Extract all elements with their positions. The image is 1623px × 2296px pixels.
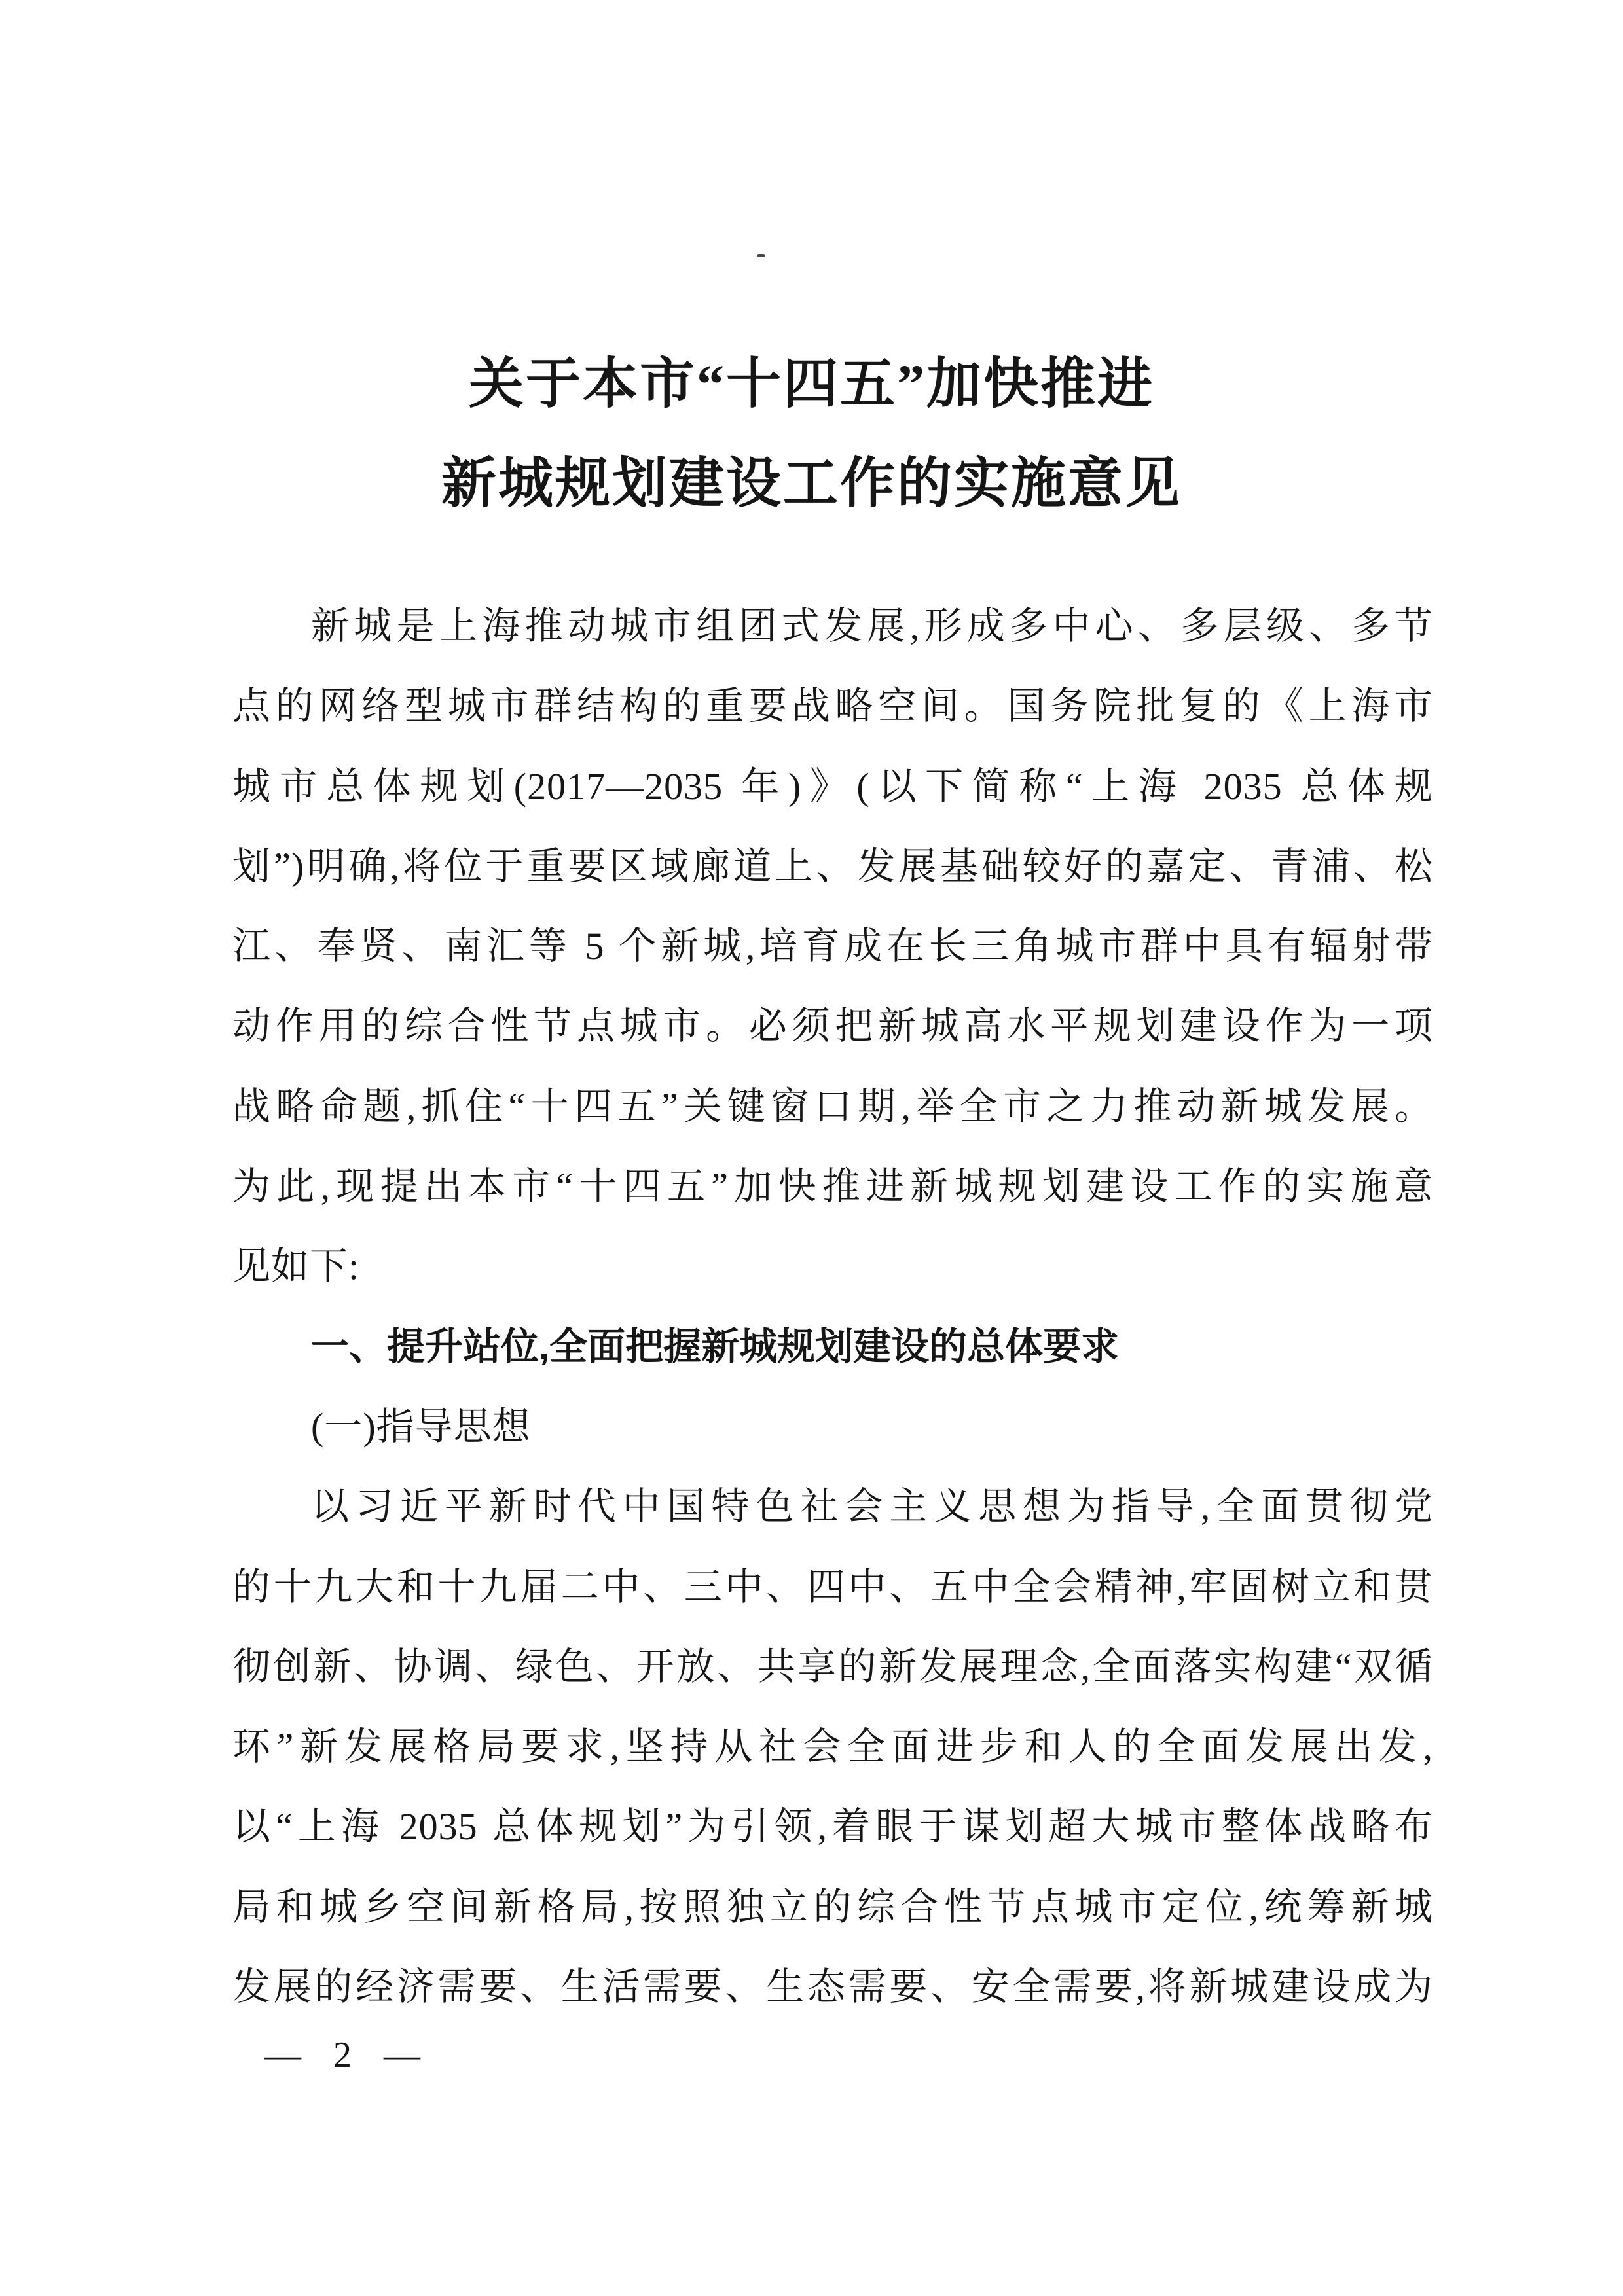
body-line: 彻创新、协调、绿色、开放、共享的新发展理念,全面落实构建“双循 <box>232 1645 1433 1688</box>
body-line: 环”新发展格局要求,坚持从社会全面进步和人的全面发展出发, <box>232 1725 1433 1768</box>
page-footer <box>264 2019 420 2091</box>
body-line: 新城是上海推动城市组团式发展,形成多中心、多层级、多节 <box>311 605 1433 647</box>
title-line-2: 新城规划建设工作的实施意见 <box>441 454 1182 514</box>
footer-dash-right: — <box>384 2035 420 2075</box>
body-line: 以习近平新时代中国特色社会主义思想为指导,全面贯彻党 <box>311 1485 1433 1528</box>
body-line: 以“上海 2035 总体规划”为引领,着眼于谋划超大城市整体战略布 <box>232 1805 1433 1848</box>
body-lines <box>232 586 1433 2027</box>
body-line: 的十九大和十九届二中、三中、四中、五中全会精神,牢固树立和贯 <box>232 1565 1433 1608</box>
body-line: 点的网络型城市群结构的重要战略空间。国务院批复的《上海市 <box>232 685 1433 728</box>
scan-artifact-dot <box>757 254 765 257</box>
body-line: 划”)明确,将位于重要区域廊道上、发展基础较好的嘉定、青浦、松 <box>232 844 1433 888</box>
body-line: 动作用的综合性节点城市。必须把新城高水平规划建设作为一项 <box>232 1005 1433 1048</box>
body-line: 发展的经济需要、生活需要、生态需要、安全需要,将新城建设成为 <box>232 1965 1433 2009</box>
document-title <box>0 335 1623 534</box>
body-line: 战略命题,抓住“十四五”关键窗口期,举全市之力推动新城发展。 <box>232 1085 1433 1128</box>
sub-heading: (一)指导思想 <box>311 1405 531 1448</box>
footer-page-number: 2 <box>333 2035 352 2075</box>
body-line: 局和城乡空间新格局,按照独立的综合性节点城市定位,统筹新城 <box>232 1885 1433 1928</box>
body-line: 江、奉贤、南汇等 5 个新城,培育成在长三角城市群中具有辐射带 <box>232 925 1433 968</box>
body-line: 城市总体规划(2017—2035 年)》(以下简称“上海 2035 总体规 <box>232 764 1433 808</box>
section-heading: 一、提升站位,全面把握新城规划建设的总体要求 <box>311 1325 1120 1368</box>
title-line-1: 关于本市“十四五”加快推进 <box>468 354 1154 415</box>
body-line: 为此,现提出本市“十四五”加快推进新城规划建设工作的实施意 <box>232 1165 1433 1208</box>
body-line: 见如下: <box>232 1245 360 1288</box>
footer-dash-left: — <box>264 2035 301 2075</box>
